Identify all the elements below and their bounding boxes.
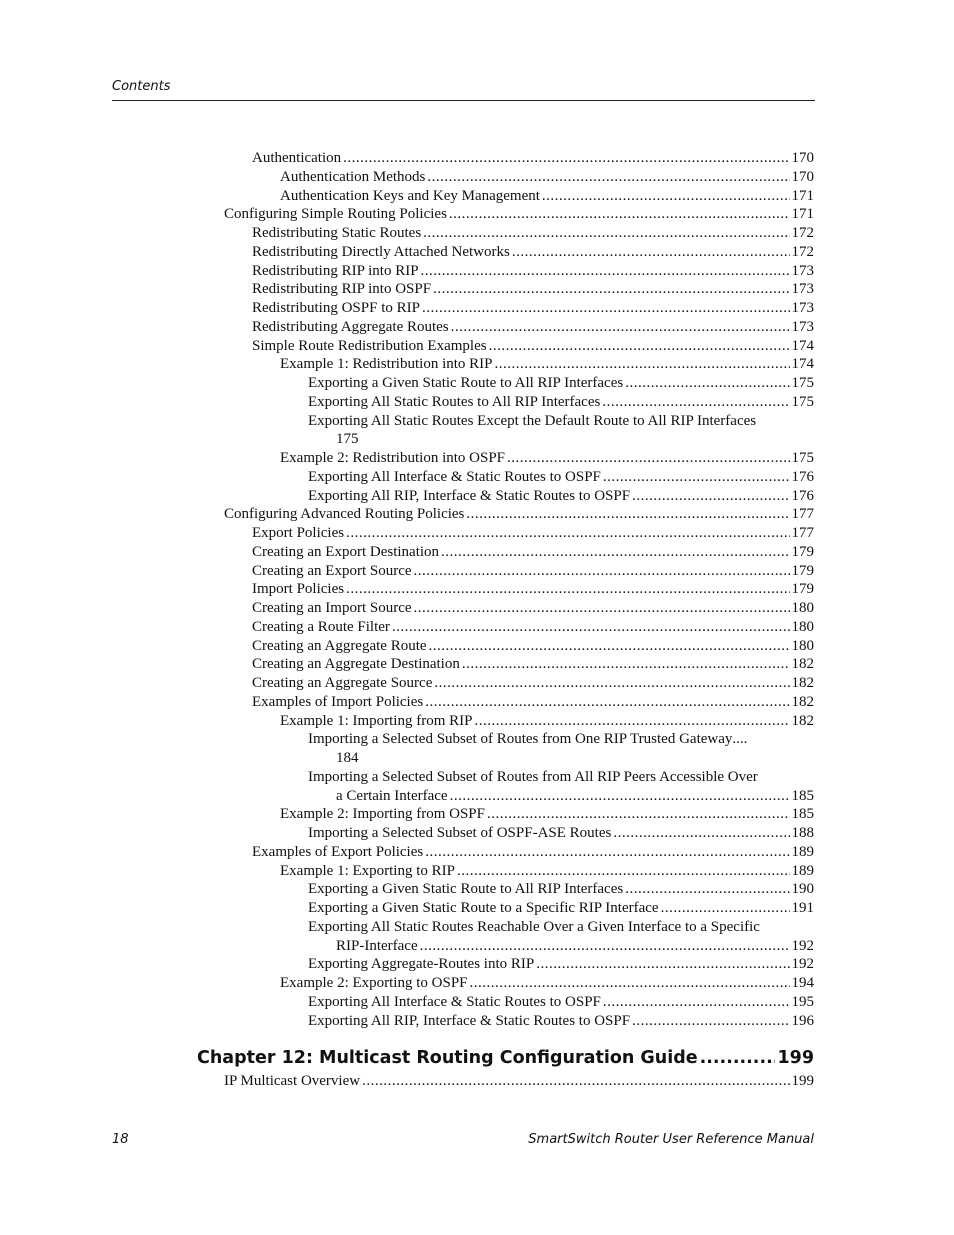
dot-leader xyxy=(542,187,790,206)
toc-line xyxy=(252,580,814,599)
toc-entry-title: Exporting All RIP, Interface & Static Routes to OSPF xyxy=(308,487,631,504)
toc-entry-title: Simple Route Redistribution Examples xyxy=(252,337,487,354)
toc-page-number: 196 xyxy=(791,1012,814,1029)
toc-entry-title: Configuring Advanced Routing Policies xyxy=(224,506,465,523)
toc-page-number: 179 xyxy=(791,543,814,560)
toc-line xyxy=(252,843,814,862)
dot-leader xyxy=(414,562,790,581)
toc-page-number: 182 xyxy=(791,656,814,673)
toc-line xyxy=(252,637,814,656)
toc-entry[interactable] xyxy=(252,693,814,712)
toc-page-number: 189 xyxy=(791,862,814,879)
toc-entry[interactable] xyxy=(308,880,814,899)
toc-entry-title: Example 2: Importing from OSPF xyxy=(280,806,485,823)
toc-line xyxy=(280,805,814,824)
toc-entry[interactable] xyxy=(280,449,814,468)
toc-entry[interactable] xyxy=(308,487,814,506)
dot-leader xyxy=(495,355,790,374)
toc-line xyxy=(252,562,814,581)
toc-page-number: 182 xyxy=(791,675,814,691)
footer-manual-title: SmartSwitch Router User Reference Manual xyxy=(528,1132,814,1147)
toc-entry[interactable] xyxy=(308,993,814,1012)
toc-entry-title: Exporting a Given Static Route to All RIP Interfaces xyxy=(308,881,624,898)
toc-entry[interactable] xyxy=(308,955,814,974)
toc-page-number: 182 xyxy=(791,712,814,729)
toc-line xyxy=(308,993,814,1012)
dot-leader xyxy=(427,168,789,187)
toc-entry[interactable] xyxy=(252,337,814,356)
toc-entry-title: Import Policies xyxy=(252,581,345,598)
toc-entry-title: Creating an Aggregate Route xyxy=(252,637,427,654)
toc-entry-title: Configuring Simple Routing Policies xyxy=(224,206,447,223)
toc-line xyxy=(308,918,814,937)
toc-page-number: 195 xyxy=(791,993,814,1010)
toc-page-number: 180 xyxy=(791,600,814,616)
toc-entry-title: Creating an Export Destination xyxy=(252,543,440,560)
toc-entry-title: Redistributing Directly Attached Networks xyxy=(252,243,510,260)
dot-leader xyxy=(462,655,790,674)
toc-entry[interactable] xyxy=(280,862,814,881)
toc-entry[interactable] xyxy=(308,768,814,806)
toc-entry[interactable] xyxy=(252,655,814,674)
toc-page-number: 171 xyxy=(791,187,814,204)
toc-entry-title: Importing a Selected Subset of OSPF-ASE Routes xyxy=(308,825,612,841)
toc-entry[interactable] xyxy=(308,1012,814,1031)
running-head: Contents xyxy=(112,79,171,94)
toc-line xyxy=(308,468,814,487)
toc-page-number: 192 xyxy=(791,937,814,954)
toc-page-number: 199 xyxy=(791,1073,814,1089)
toc-entry-title: Example 1: Importing from RIP xyxy=(280,712,473,729)
toc-page-number: 177 xyxy=(791,506,814,523)
toc-entry[interactable] xyxy=(308,899,814,918)
toc-entry-title: Authentication xyxy=(252,150,342,166)
toc-page-number: 173 xyxy=(791,281,814,298)
toc-line xyxy=(252,262,814,281)
toc-line xyxy=(252,599,814,618)
dot-leader xyxy=(392,618,790,637)
toc-entry[interactable] xyxy=(252,543,814,562)
toc-entry-title: Example 1: Redistribution into RIP xyxy=(280,356,493,373)
dot-leader xyxy=(632,487,789,506)
toc-line xyxy=(308,749,814,768)
toc-line xyxy=(280,449,814,468)
toc-entry[interactable] xyxy=(280,805,814,824)
toc-entry[interactable] xyxy=(308,468,814,487)
toc-page-number: 177 xyxy=(791,525,814,541)
toc-entry-title: Example 2: Redistribution into OSPF xyxy=(280,450,506,466)
toc-line xyxy=(308,768,814,787)
toc-entry[interactable] xyxy=(308,393,814,412)
footer-page-number: 18 xyxy=(112,1132,129,1147)
dot-leader xyxy=(441,543,789,562)
toc-page-number: 170 xyxy=(791,168,814,185)
dot-leader xyxy=(536,955,789,974)
toc-line xyxy=(224,1072,814,1091)
toc-page-number: 176 xyxy=(791,487,814,504)
toc-page-number: 179 xyxy=(791,562,814,579)
toc-entry-title: Exporting All Static Routes Except the Default Route to All RIP Interfaces xyxy=(308,412,757,429)
toc-entry-title-continued: a Certain Interface xyxy=(336,787,448,804)
dot-leader xyxy=(429,637,790,656)
toc-line xyxy=(252,337,814,356)
toc-page-number: 185 xyxy=(791,787,814,804)
toc-line xyxy=(252,318,814,337)
toc-entry[interactable] xyxy=(252,524,814,543)
toc-entry[interactable] xyxy=(252,637,814,656)
dot-leader xyxy=(613,824,789,843)
toc-entry[interactable] xyxy=(252,618,814,637)
dot-leader xyxy=(420,937,790,956)
toc-line xyxy=(308,824,814,843)
toc-line xyxy=(308,393,814,412)
toc-line xyxy=(252,243,814,262)
toc-entry-title: Creating an Import Source xyxy=(252,600,412,616)
dot-leader xyxy=(449,205,790,224)
toc-entry-title: Exporting a Given Static Route to All RIP Interfaces xyxy=(308,375,624,391)
dot-leader xyxy=(346,580,789,599)
toc-page-number: 173 xyxy=(791,300,814,316)
dot-leader xyxy=(474,712,789,731)
toc-entry[interactable] xyxy=(252,843,814,862)
dot-leader xyxy=(603,993,790,1012)
toc-page-number: 174 xyxy=(791,337,814,354)
toc-entry-title: Redistributing OSPF to RIP xyxy=(252,300,420,316)
toc-entry-title: Export Policies xyxy=(252,525,345,541)
dot-leader xyxy=(433,280,789,299)
toc-entry[interactable] xyxy=(280,168,814,187)
toc-line xyxy=(280,168,814,187)
toc-page-number: 194 xyxy=(791,975,814,991)
toc-line xyxy=(252,524,814,543)
dot-leader xyxy=(457,862,790,881)
chapter-page: 199 xyxy=(777,1048,814,1068)
toc-entry[interactable] xyxy=(224,505,814,524)
toc-entry-title: Redistributing RIP into OSPF xyxy=(252,281,432,298)
toc-page-number: 176 xyxy=(791,468,814,485)
toc-page-number: 188 xyxy=(791,825,814,841)
toc-entry-title: Importing a Selected Subset of Routes from One RIP Trusted Gateway xyxy=(308,731,733,748)
toc-entry[interactable] xyxy=(252,243,814,262)
toc-line xyxy=(308,487,814,506)
dot-leader xyxy=(603,468,790,487)
toc-page-number: 170 xyxy=(791,150,814,166)
toc-page-number: 180 xyxy=(791,637,814,654)
toc-entry[interactable] xyxy=(252,224,814,243)
dot-leader xyxy=(487,805,790,824)
toc-entry-title: Exporting All RIP, Interface & Static Routes to OSPF xyxy=(308,1012,631,1029)
dot-leader xyxy=(489,337,790,356)
toc-line xyxy=(280,974,814,993)
dot-leader xyxy=(602,393,789,412)
toc-line xyxy=(308,412,814,431)
toc-entry[interactable] xyxy=(252,149,814,168)
toc-page-number: 175 xyxy=(791,450,814,466)
toc-entry-title-continued: RIP-Interface xyxy=(336,937,418,954)
toc-entry[interactable] xyxy=(252,599,814,618)
toc-line xyxy=(252,655,814,674)
dot-leader xyxy=(625,880,789,899)
toc-entry-title: Examples of Import Policies xyxy=(252,693,424,710)
toc-entry[interactable] xyxy=(280,355,814,374)
dot-leader xyxy=(414,599,790,618)
header-rule xyxy=(112,100,815,101)
dot-leader xyxy=(450,787,790,806)
toc-line xyxy=(308,880,814,899)
toc-entry[interactable] xyxy=(280,974,814,993)
toc-entry[interactable] xyxy=(308,412,814,450)
dot-leader xyxy=(451,318,790,337)
toc-entry[interactable] xyxy=(224,205,814,224)
toc-entry[interactable] xyxy=(308,730,814,768)
toc-page-number: 174 xyxy=(791,356,814,373)
toc-entry-title: Creating an Export Source xyxy=(252,562,412,579)
toc-entry-title: Redistributing Static Routes xyxy=(252,225,422,241)
toc-line xyxy=(308,787,814,806)
toc-entry-title: Exporting All Interface & Static Routes to OSPF xyxy=(308,468,601,485)
toc-entry-title: Exporting All Interface & Static Routes to OSPF xyxy=(308,993,601,1010)
toc-entry[interactable] xyxy=(252,262,814,281)
toc-entry-title: IP Multicast Overview xyxy=(224,1073,361,1089)
toc-line xyxy=(308,430,814,449)
toc-entry[interactable] xyxy=(280,187,814,206)
dot-leader xyxy=(422,299,790,318)
dot-leader xyxy=(362,1072,789,1091)
toc-page-number: 175 xyxy=(791,375,814,391)
chapter-heading[interactable] xyxy=(197,1048,814,1068)
toc-line xyxy=(308,730,814,749)
toc-page-number: 175 xyxy=(791,393,814,410)
toc-entry-title: Creating an Aggregate Source xyxy=(252,675,433,691)
toc-page-number: 191 xyxy=(791,900,814,916)
toc-line xyxy=(280,712,814,731)
toc-entry[interactable] xyxy=(280,712,814,731)
dot-leader xyxy=(343,149,789,168)
toc-line xyxy=(252,149,814,168)
toc-line xyxy=(308,899,814,918)
toc-entry-title: Creating an Aggregate Destination xyxy=(252,656,460,673)
dot-leader xyxy=(661,899,790,918)
toc-entry-title: Exporting All Static Routes to All RIP Interfaces xyxy=(308,393,601,410)
toc-entry-title: Exporting All Static Routes Reachable Over a Given Interface to a Specific xyxy=(308,918,760,935)
toc-entry[interactable] xyxy=(224,1072,814,1091)
toc-page-number: 190 xyxy=(791,881,814,898)
toc-line xyxy=(280,862,814,881)
toc-page-number: 172 xyxy=(791,225,814,241)
toc-entry[interactable] xyxy=(252,318,814,337)
toc-entry-title: Redistributing RIP into RIP xyxy=(252,262,419,279)
toc-line xyxy=(308,374,814,393)
toc-page-number: 173 xyxy=(791,262,814,279)
toc-entry[interactable] xyxy=(308,824,814,843)
toc-line xyxy=(280,355,814,374)
dot-leader xyxy=(423,224,789,243)
toc-page-number: 185 xyxy=(791,806,814,823)
toc-entry[interactable] xyxy=(252,674,814,693)
toc-line xyxy=(252,693,814,712)
dot-leader xyxy=(507,449,789,468)
dot-leader xyxy=(434,674,789,693)
toc-line xyxy=(308,937,814,956)
dot-leader xyxy=(466,505,789,524)
dot-leader xyxy=(632,1012,789,1031)
toc-page-number: 182 xyxy=(791,693,814,710)
toc-page-number: 175 xyxy=(336,431,359,448)
toc-line xyxy=(308,1012,814,1031)
dot-leader xyxy=(425,693,789,712)
toc-entry-title: Example 1: Exporting to RIP xyxy=(280,862,455,879)
toc-entry[interactable] xyxy=(252,280,814,299)
toc-entry-title: Authentication Keys and Key Management xyxy=(280,187,540,204)
dot-leader xyxy=(346,524,789,543)
toc-line xyxy=(252,674,814,693)
toc-entry[interactable] xyxy=(252,562,814,581)
toc-page-number: 192 xyxy=(791,956,814,973)
dot-leader xyxy=(470,974,790,993)
toc-page-number: 172 xyxy=(791,243,814,260)
toc-entry-title: Authentication Methods xyxy=(280,168,426,185)
toc-line xyxy=(252,224,814,243)
toc-page-number: 173 xyxy=(791,318,814,335)
toc-line xyxy=(252,280,814,299)
toc-entry-title: Exporting a Given Static Route to a Specific RIP Interface xyxy=(308,900,659,916)
toc-page-number: 180 xyxy=(791,618,814,635)
toc-entry-title: Example 2: Exporting to OSPF xyxy=(280,975,468,991)
dot-leader xyxy=(512,243,790,262)
toc-entry[interactable] xyxy=(252,299,814,318)
toc-entry-title: Redistributing Aggregate Routes xyxy=(252,318,449,335)
dot-leader xyxy=(625,374,789,393)
toc-entry-title: Importing a Selected Subset of Routes from All RIP Peers Accessible Over xyxy=(308,768,758,785)
dot-leader xyxy=(700,1048,776,1068)
dot-leader xyxy=(425,843,789,862)
toc-line xyxy=(252,618,814,637)
toc-entry[interactable] xyxy=(308,374,814,393)
toc-page-number: 179 xyxy=(791,581,814,598)
toc-line xyxy=(252,543,814,562)
dot-leader xyxy=(421,262,790,281)
toc-line xyxy=(252,299,814,318)
dot-leader: .... xyxy=(732,731,748,748)
toc-page-number: 189 xyxy=(791,843,814,860)
toc-entry[interactable] xyxy=(252,580,814,599)
toc-line xyxy=(224,505,814,524)
toc-entry-title: Creating a Route Filter xyxy=(252,618,390,635)
toc-page-number: 184 xyxy=(336,750,359,766)
toc-line xyxy=(280,187,814,206)
toc-line xyxy=(308,955,814,974)
toc-entry-title: Examples of Export Policies xyxy=(252,843,424,860)
toc-line xyxy=(224,205,814,224)
toc-entry-title: Exporting Aggregate-Routes into RIP xyxy=(308,956,535,973)
toc-page-number: 171 xyxy=(791,206,814,223)
toc-entry[interactable] xyxy=(308,918,814,956)
chapter-title: Chapter 12: Multicast Routing Configuration Guide xyxy=(197,1048,698,1068)
